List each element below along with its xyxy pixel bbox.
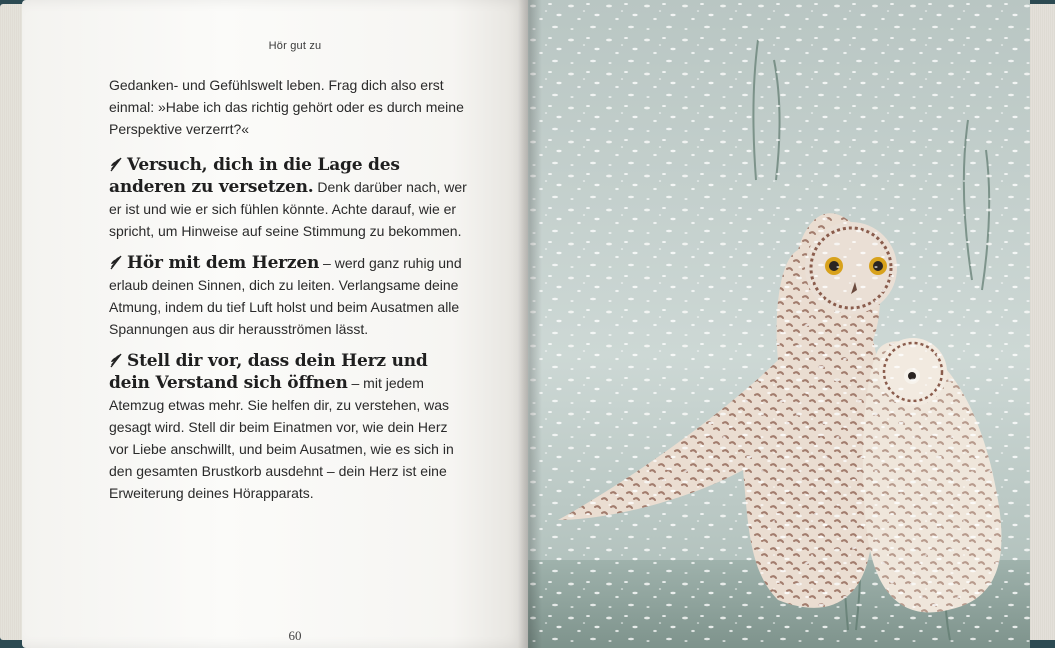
leaf-icon xyxy=(109,352,123,368)
tip-heading: Hör mit dem Herzen xyxy=(127,253,320,273)
leaf-icon xyxy=(109,156,123,172)
page-number: 60 xyxy=(288,628,302,643)
tip-text: Denk darüber nach, wer er ist und wie er sich fühlen könnte. Achte darauf, wie er spricht, um Hinweise auf seine Stimmung zu bekommen. xyxy=(109,179,467,239)
running-head: Hör gut zu xyxy=(268,40,322,52)
tip-paragraph xyxy=(109,154,469,242)
tip-text: – werd ganz ruhig und erlaub deinen Sinnen, dich zu leiten. Verlangsame deine Atmung, indem du tief Luft holst und beim Ausatmen alle Spannungen aus dir herausströmen lässt. xyxy=(109,255,462,337)
left-page xyxy=(22,0,528,648)
tip-heading: Stell dir vor, dass dein Herz und dein Verstand sich öffnen xyxy=(109,351,428,393)
page-edges-right xyxy=(1029,4,1055,640)
right-page xyxy=(528,0,1030,648)
body-text xyxy=(109,74,469,514)
tip-text: – mit jedem Atemzug etwas mehr. Sie helfen dir, zu verstehen, was gesagt wird. Stell dir beim Einatmen vor, wie dein Herz vor Liebe anschwillt, und beim Ausatmen, wie es sich in den gesamten Brustkorb ausdehnt – dein Herz ist eine Erweiterung deines Hörapparats. xyxy=(109,375,454,501)
tip-paragraph xyxy=(109,252,469,340)
tip-paragraph xyxy=(109,350,469,504)
tip-heading: Versuch, dich in die Lage des anderen zu versetzen. xyxy=(109,155,400,197)
intro-paragraph: Gedanken- und Gefühlswelt leben. Frag dich also erst einmal: »Habe ich das richtig gehört oder es durch meine Perspektive verzerrt?« xyxy=(109,77,464,137)
leaf-icon xyxy=(109,254,123,270)
owl-illustration xyxy=(528,0,1030,648)
